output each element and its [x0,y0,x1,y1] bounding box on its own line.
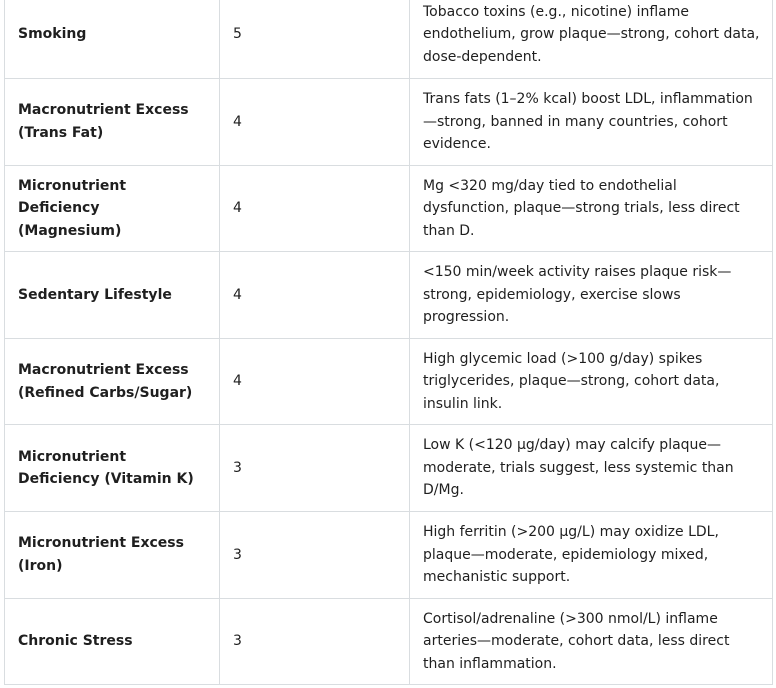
factor-cell: Macronutrient Excess (Trans Fat) [5,79,220,166]
score-cell: 4 [220,252,410,339]
score-cell: 4 [220,165,410,252]
score-cell: 3 [220,425,410,512]
score-cell: 4 [220,338,410,425]
score-cell: 3 [220,598,410,685]
table-row [5,598,773,685]
table-row [5,79,773,166]
description-cell: Tobacco toxins (e.g., nicotine) inflame endothelium, grow plaque—strong, cohort data, dose-dependent. [410,0,773,79]
table-row [5,511,773,598]
score-cell: 4 [220,79,410,166]
description-cell: High glycemic load (>100 g/day) spikes triglycerides, plaque—strong, cohort data, insulin link. [410,338,773,425]
table-row [5,0,773,79]
factor-cell: Chronic Stress [5,598,220,685]
table-row [5,338,773,425]
table-row [5,425,773,512]
factor-cell: Micronutrient Deficiency (Vitamin K) [5,425,220,512]
table-row [5,165,773,252]
description-cell: Mg <320 mg/day tied to endothelial dysfunction, plaque—strong trials, less direct than D. [410,165,773,252]
description-cell: <150 min/week activity raises plaque risk—strong, epidemiology, exercise slows progression. [410,252,773,339]
factor-cell: Micronutrient Excess (Iron) [5,511,220,598]
factor-cell: Macronutrient Excess (Refined Carbs/Sugar) [5,338,220,425]
description-cell: Trans fats (1–2% kcal) boost LDL, inflammation—strong, banned in many countries, cohort evidence. [410,79,773,166]
factor-cell: Sedentary Lifestyle [5,252,220,339]
table-row [5,252,773,339]
description-cell: Low K (<120 µg/day) may calcify plaque—moderate, trials suggest, less systemic than D/Mg. [410,425,773,512]
factor-cell: Micronutrient Deficiency (Magnesium) [5,165,220,252]
description-cell: Cortisol/adrenaline (>300 nmol/L) inflame arteries—moderate, cohort data, less direct than inflammation. [410,598,773,685]
risk-factor-table [4,0,773,685]
score-cell: 5 [220,0,410,79]
factor-cell: Smoking [5,0,220,79]
description-cell: High ferritin (>200 µg/L) may oxidize LDL, plaque—moderate, epidemiology mixed, mechanistic support. [410,511,773,598]
score-cell: 3 [220,511,410,598]
table-body [5,0,773,685]
